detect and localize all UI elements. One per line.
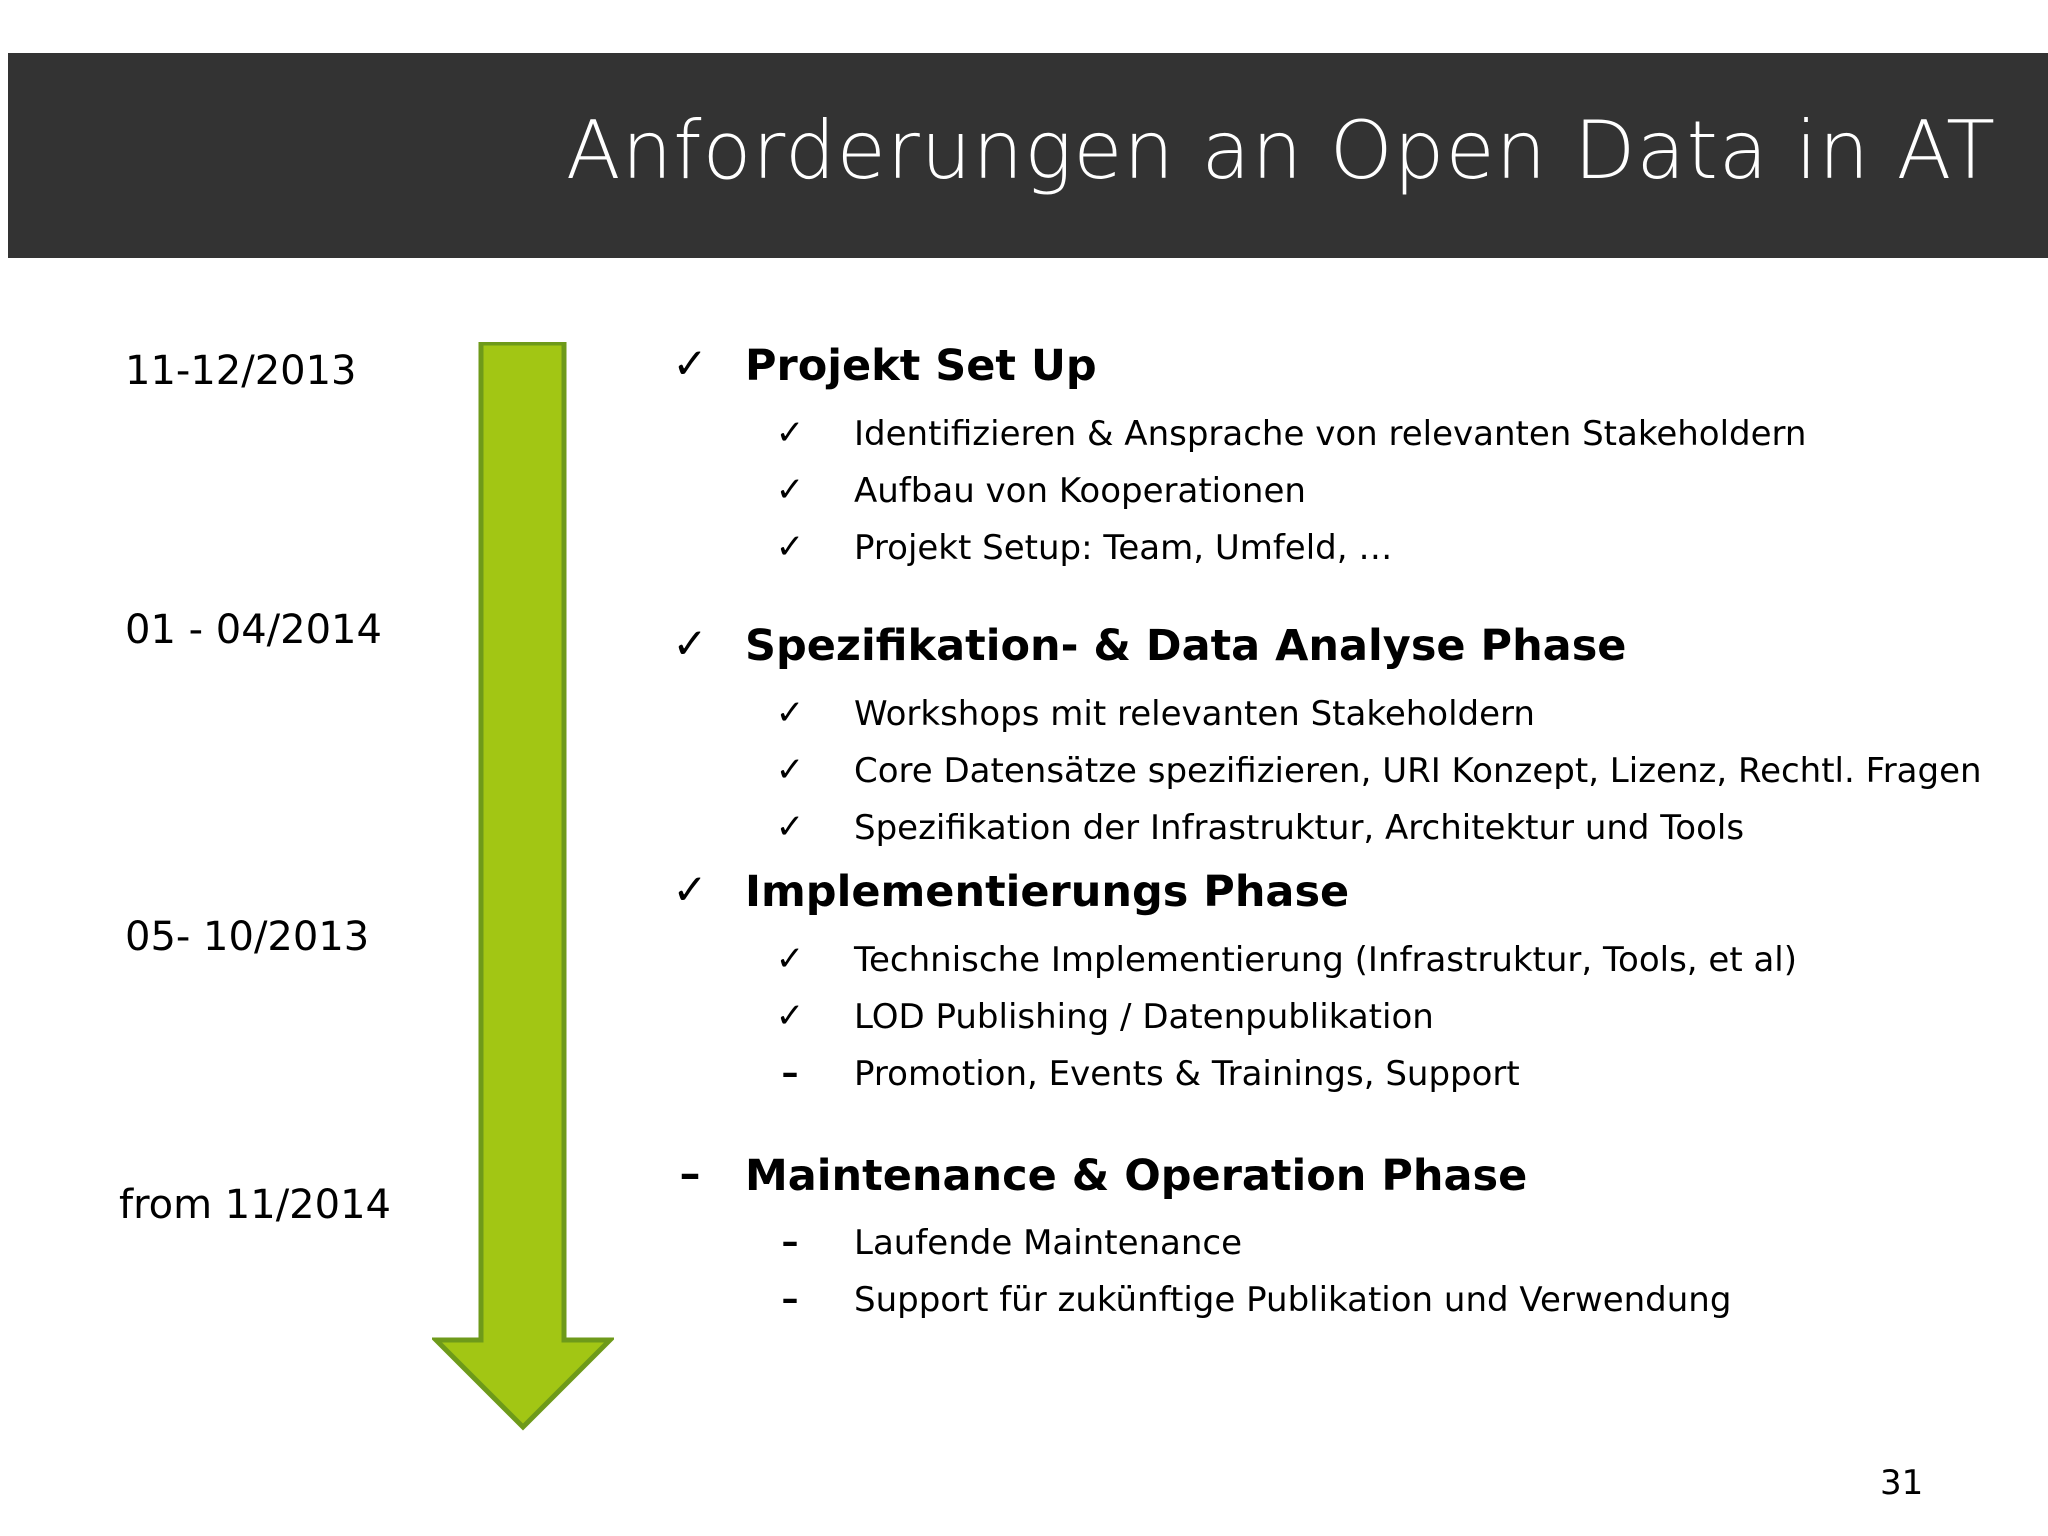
check-icon: ✓ (775, 527, 805, 567)
phase-title: Maintenance & Operation Phase (745, 1151, 1528, 1201)
check-icon: ✓ (775, 470, 805, 510)
list-item-text: Technische Implementierung (Infrastruktur, Tools, et al) (854, 940, 1798, 980)
list-item-text: Support für zukünftige Publikation und Verwendung (854, 1280, 1732, 1320)
list-item-text: LOD Publishing / Datenpublikation (854, 997, 1434, 1037)
slide-title: Anforderungen an Open Data in AT (565, 104, 1996, 197)
check-icon: ✓ (775, 807, 805, 847)
timeline-date: 01 - 04/2014 (125, 607, 382, 653)
dash-icon: – (781, 1222, 799, 1262)
timeline-arrow-icon (432, 342, 614, 1432)
dash-icon: – (781, 1053, 799, 1093)
phase-title: Implementierungs Phase (745, 867, 1350, 917)
list-item-text: Spezifikation der Infrastruktur, Architektur und Tools (854, 808, 1745, 848)
list-item-text: Workshops mit relevanten Stakeholdern (854, 694, 1535, 734)
check-icon: ✓ (775, 693, 805, 733)
timeline-date: 11-12/2013 (125, 348, 357, 394)
title-bar (8, 53, 2048, 258)
page-number: 31 (1880, 1463, 1924, 1503)
check-icon: ✓ (775, 996, 805, 1036)
phase-title: Projekt Set Up (745, 341, 1097, 391)
timeline-date: 05- 10/2013 (125, 914, 370, 960)
list-item-text: Promotion, Events & Trainings, Support (854, 1054, 1520, 1094)
list-item-text: Aufbau von Kooperationen (854, 471, 1306, 511)
check-icon: ✓ (775, 750, 805, 790)
phase-title: Spezifikation- & Data Analyse Phase (745, 621, 1627, 671)
dash-icon: – (781, 1279, 799, 1319)
list-item-text: Laufende Maintenance (854, 1223, 1243, 1263)
check-icon: ✓ (672, 339, 708, 388)
check-icon: ✓ (775, 413, 805, 453)
list-item-text: Projekt Setup: Team, Umfeld, … (854, 528, 1393, 568)
check-icon: ✓ (775, 939, 805, 979)
timeline-date: from 11/2014 (119, 1182, 391, 1228)
check-icon: ✓ (672, 619, 708, 668)
list-item-text: Identifizieren & Ansprache von relevanten Stakeholdern (854, 414, 1807, 454)
check-icon: ✓ (672, 865, 708, 914)
dash-icon: – (679, 1149, 701, 1198)
list-item-text: Core Datensätze spezifizieren, URI Konzept, Lizenz, Rechtl. Fragen (854, 751, 1982, 791)
